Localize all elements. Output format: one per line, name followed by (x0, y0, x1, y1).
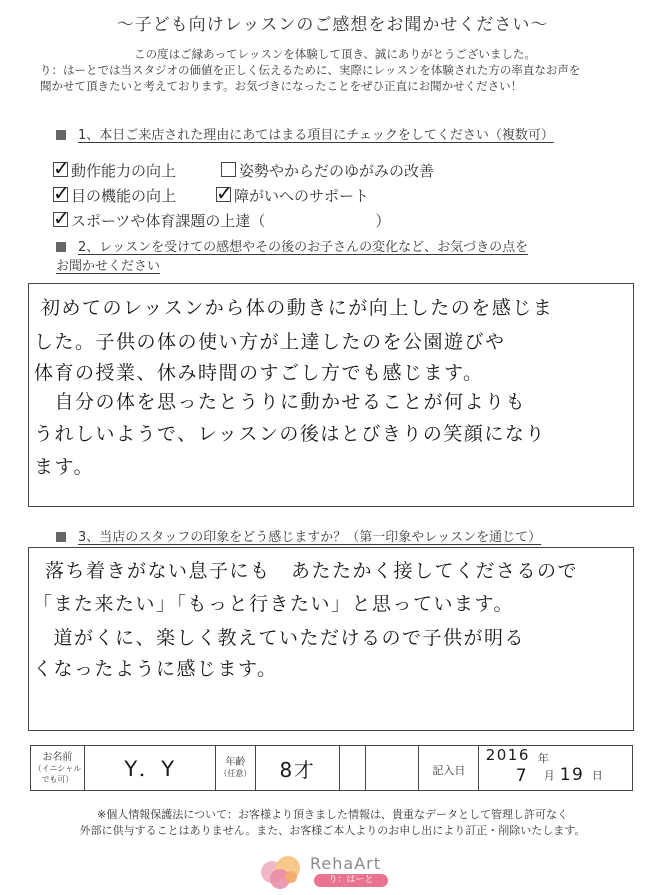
checkbox[interactable] (53, 181, 70, 205)
date-label-cell: 記入日 (419, 746, 479, 791)
year-value: 2016 (485, 746, 530, 764)
handwritten-line: 落ち着きがない息子にも あたたかく接してくださるので (45, 560, 579, 582)
name-label-cell: お名前 （イニシャル でも可） (31, 746, 85, 791)
handwritten-line: 初めてのレッスンから体の動きにが向上したのを感じま (41, 297, 554, 319)
form-title: ～子ども向けレッスンのご感想をお聞かせください～ (116, 15, 549, 35)
check-mark-icon: ✓ (53, 156, 70, 180)
handwritten-line: くなったように感じます。 (33, 658, 278, 680)
checkbox-option[interactable]: ✓ スポーツや体育課題の上達（ ） (53, 206, 391, 230)
logo-sub: り：はーと (314, 874, 388, 887)
privacy-notice: ※個人情報保護法について：お客様より頂きました情報は、貴重なデータとして管理し許可なく 外部に供与することはありません。また、お客様ご本人よりのお申し出により訂正・削除いたします。 (79, 808, 586, 837)
checkbox[interactable] (53, 156, 70, 180)
handwritten-line: 道がくに、楽しく教えていただけるので子供が明る (33, 627, 526, 649)
check-mark-icon: ✓ (53, 181, 70, 205)
name-value-cell[interactable] (84, 746, 215, 791)
handwritten-line: 自分の体を思ったとうりに動かせることが何よりも (34, 391, 527, 413)
day-unit: 日 (591, 769, 603, 782)
square-bullet-icon (56, 130, 66, 140)
checkbox-option[interactable]: ✓ 障がいへのサポート (216, 181, 370, 205)
section3-heading: 3、当店のスタッフの印象をどう感じますか？（第一印象やレッスンを通じて） (56, 526, 541, 545)
age-value-cell[interactable] (255, 746, 339, 791)
checkbox-option[interactable]: 姿勢やからだのゆがみの改善 (221, 160, 434, 181)
rehaart-logo (258, 852, 408, 890)
square-bullet-icon (56, 242, 66, 252)
name-value: Y．Y (124, 757, 176, 781)
checkbox[interactable] (53, 206, 70, 230)
heart-logo-icon (258, 852, 310, 890)
year-unit: 年 (537, 752, 549, 765)
intro-text (40, 46, 630, 94)
section2-heading: 2、レッスンを受けての感想やその後のお子さんの変化など、お気づきの点を お聞かせください (56, 240, 529, 274)
logo-name: RehaArt (310, 854, 381, 873)
age-label-cell: 年齢 （任意） (216, 746, 256, 791)
checkbox[interactable] (221, 162, 236, 177)
respondent-info-table (30, 745, 633, 791)
handwritten-line: 「また来たい」「もっと行きたい」と思っています。 (33, 593, 514, 615)
square-bullet-icon (56, 532, 66, 542)
handwritten-line: 体育の授業、休み時間のすごし方でも感じます。 (34, 362, 484, 384)
age-value: 8才 (279, 757, 316, 782)
intro-line: 聞かせて頂きたいと考えております。お気づきになったことをぜひ正直にお聞かせください！ (40, 79, 523, 93)
blank-cell (365, 746, 419, 791)
day-value: 19 (559, 765, 585, 785)
checkbox-option[interactable]: ✓ 動作能力の向上 (53, 156, 177, 180)
impression-answer-box[interactable] (28, 283, 634, 507)
blank-cell (340, 746, 365, 791)
month-value: 7 (515, 766, 529, 786)
check-mark-icon: ✓ (53, 206, 70, 230)
month-unit: 月 (543, 769, 555, 782)
staff-impression-answer-box[interactable] (28, 547, 634, 731)
handwritten-line: うれしいようで、レッスンの後はとびきりの笑顔になり (34, 423, 546, 445)
intro-line: この度はご縁あってレッスンを体験して頂き、誠にありがとうございました。 (134, 47, 536, 61)
date-value-cell[interactable] (479, 746, 633, 791)
handwritten-line: した。子供の体の使い方が上達したのを公園遊びや (34, 331, 506, 353)
check-mark-icon: ✓ (216, 181, 233, 205)
checkbox[interactable] (216, 181, 233, 205)
section1-heading: 1、本日ご来店された理由にあてはまる項目にチェックをしてください（複数可） (56, 124, 554, 143)
checkbox-option[interactable]: ✓ 目の機能の向上 (53, 181, 177, 205)
intro-line: り：はーとでは当スタジオの価値を正しく伝えるために、実際にレッスンを体験された方の率直なお声を (40, 63, 581, 77)
handwritten-line: ます。 (34, 456, 94, 478)
reason-checklist (53, 156, 613, 235)
